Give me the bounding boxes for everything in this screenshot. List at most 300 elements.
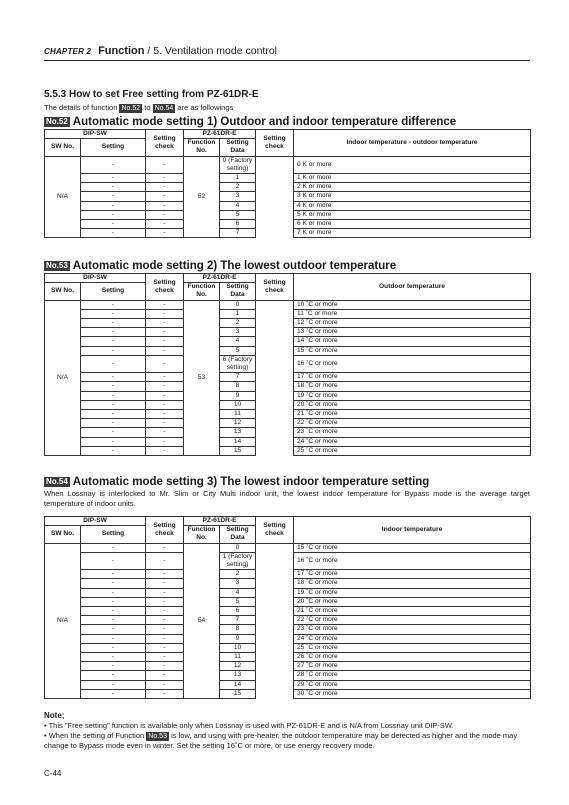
setting-data-cell: 11 xyxy=(220,410,256,419)
setting-data-cell: 4 xyxy=(220,588,256,597)
table-row xyxy=(45,355,531,372)
table-row xyxy=(45,588,531,597)
empty-check-cell xyxy=(256,210,294,219)
setting-cell: - xyxy=(81,355,146,372)
pz-header: PZ-61DR-E xyxy=(184,274,256,283)
result-cell: 12 ˚C or more xyxy=(294,319,531,328)
result-cell: 0 K or more xyxy=(294,156,531,173)
setting-cell: - xyxy=(81,579,146,588)
setting-cell: - xyxy=(81,220,146,229)
setting-data-cell: 6 (Factory setting) xyxy=(220,355,256,372)
result-cell: 20 ˚C or more xyxy=(294,597,531,606)
empty-check-cell xyxy=(256,570,294,579)
setting-data-cell: 14 xyxy=(220,437,256,446)
table-row xyxy=(45,201,531,210)
setting-check-cell: - xyxy=(146,680,184,689)
setting-data-cell: 4 xyxy=(220,337,256,346)
setting-check-cell: - xyxy=(146,229,184,238)
setting-check-cell: - xyxy=(146,662,184,671)
setting-check-cell: - xyxy=(146,653,184,662)
result-cell: 25 ˚C or more xyxy=(294,643,531,652)
empty-check-cell xyxy=(256,183,294,192)
sw-no-cell: N/A xyxy=(45,156,81,238)
result-cell: 17 ˚C or more xyxy=(294,373,531,382)
settings-table xyxy=(44,129,531,238)
setting-data-cell: 5 xyxy=(220,597,256,606)
setting-cell: - xyxy=(81,300,146,309)
empty-check-cell xyxy=(256,588,294,597)
result-cell: 30 ˚C or more xyxy=(294,689,531,698)
result-cell: 24 ˚C or more xyxy=(294,634,531,643)
result-cell: 18 ˚C or more xyxy=(294,382,531,391)
setting-cell: - xyxy=(81,680,146,689)
setting-cell: - xyxy=(81,382,146,391)
table-row xyxy=(45,229,531,238)
setting-check-header: Setting check xyxy=(256,517,294,544)
setting-cell: - xyxy=(81,210,146,219)
sw-no-cell: N/A xyxy=(45,300,81,455)
setting-check-cell: - xyxy=(146,634,184,643)
result-cell: 4 K or more xyxy=(294,201,531,210)
setting-data-cell: 6 xyxy=(220,220,256,229)
result-cell: 20 ˚C or more xyxy=(294,400,531,409)
result-cell: 10 ˚C or more xyxy=(294,300,531,309)
setting-check-header: Setting check xyxy=(256,130,294,157)
settings-table xyxy=(44,516,531,699)
setting-data-cell: 8 xyxy=(220,382,256,391)
empty-check-cell xyxy=(256,192,294,201)
setting-cell: - xyxy=(81,616,146,625)
result-cell: 2 K or more xyxy=(294,183,531,192)
result-header: Indoor temperature xyxy=(294,517,531,544)
result-cell: 29 ˚C or more xyxy=(294,680,531,689)
setting-check-cell: - xyxy=(146,156,184,173)
table-row xyxy=(45,192,531,201)
function-no-header: Function No. xyxy=(184,283,220,300)
empty-check-cell xyxy=(256,625,294,634)
setting-header: Setting xyxy=(81,526,146,543)
setting-data-header: Setting Data xyxy=(220,139,256,156)
setting-check-cell: - xyxy=(146,328,184,337)
result-cell: 14 ˚C or more xyxy=(294,337,531,346)
setting-data-cell: 3 xyxy=(220,328,256,337)
function-tag: No.52 xyxy=(121,105,141,112)
setting-data-cell: 1 (Factory setting) xyxy=(220,552,256,569)
result-cell: 19 ˚C or more xyxy=(294,391,531,400)
setting-check-cell: - xyxy=(146,671,184,680)
table-row xyxy=(45,689,531,698)
setting-cell: - xyxy=(81,328,146,337)
details-line xyxy=(44,103,233,113)
page-number: C-44 xyxy=(44,769,62,778)
table-row xyxy=(45,579,531,588)
setting-check-cell: - xyxy=(146,210,184,219)
result-cell: 16 ˚C or more xyxy=(294,355,531,372)
table-row xyxy=(45,410,531,419)
function-tag: No.53 xyxy=(148,733,167,740)
setting-cell: - xyxy=(81,653,146,662)
setting-cell: - xyxy=(81,446,146,455)
table-row xyxy=(45,183,531,192)
result-cell: 11 ˚C or more xyxy=(294,309,531,318)
setting-cell: - xyxy=(81,588,146,597)
empty-check-cell xyxy=(256,634,294,643)
setting-data-cell: 7 xyxy=(220,616,256,625)
function-tag: No.54 xyxy=(46,477,68,486)
table-row xyxy=(45,319,531,328)
table-row xyxy=(45,400,531,409)
setting-check-cell: - xyxy=(146,346,184,355)
setting-check-cell: - xyxy=(146,579,184,588)
table-row xyxy=(45,625,531,634)
setting-data-cell: 5 xyxy=(220,210,256,219)
function-tag: No.53 xyxy=(46,261,68,270)
empty-check-cell xyxy=(256,428,294,437)
setting-data-cell: 0 (Factory setting) xyxy=(220,156,256,173)
empty-check-cell xyxy=(256,437,294,446)
result-cell: 13 ˚C or more xyxy=(294,328,531,337)
setting-check-cell: - xyxy=(146,201,184,210)
setting-data-cell: 9 xyxy=(220,634,256,643)
function-tag: No.54 xyxy=(154,105,174,112)
setting-cell: - xyxy=(81,570,146,579)
setting-check-cell: - xyxy=(146,597,184,606)
table-row xyxy=(45,346,531,355)
setting-data-cell: 15 xyxy=(220,446,256,455)
table-row xyxy=(45,419,531,428)
dip-sw-header: DIP-SW xyxy=(45,130,146,139)
table-row xyxy=(45,543,531,552)
result-cell: 6 K or more xyxy=(294,220,531,229)
table-row xyxy=(45,391,531,400)
setting-check-cell: - xyxy=(146,570,184,579)
setting-check-cell: - xyxy=(146,446,184,455)
empty-check-cell xyxy=(256,319,294,328)
dip-sw-header: DIP-SW xyxy=(45,517,146,526)
result-cell: 15 ˚C or more xyxy=(294,346,531,355)
setting-cell: - xyxy=(81,229,146,238)
setting-check-header: Setting check xyxy=(146,130,184,157)
empty-check-cell xyxy=(256,391,294,400)
table-row xyxy=(45,337,531,346)
sw-no-cell: N/A xyxy=(45,543,81,698)
setting-check-cell: - xyxy=(146,588,184,597)
pz-header: PZ-61DR-E xyxy=(184,517,256,526)
table-row xyxy=(45,570,531,579)
setting-cell: - xyxy=(81,634,146,643)
note-bullet-2-post: is low, and using with pre-heater, the outdoor temperature may be detected as higher and the mode may change to Bypass mode even in winter. Set the setting 16˚C or more, or use energy recovery mode. xyxy=(44,731,518,750)
function-no-cell: 52 xyxy=(184,156,220,238)
setting-cell: - xyxy=(81,689,146,698)
note-bullet-2-pre: • When the setting of Function xyxy=(44,731,145,740)
empty-check-cell xyxy=(256,643,294,652)
table-row xyxy=(45,220,531,229)
table-row xyxy=(45,552,531,569)
table-title-54 xyxy=(44,476,429,489)
result-cell: 28 ˚C or more xyxy=(294,671,531,680)
setting-data-header: Setting Data xyxy=(220,283,256,300)
note-bullet-2 xyxy=(44,731,530,751)
empty-check-cell xyxy=(256,346,294,355)
setting-data-cell: 14 xyxy=(220,680,256,689)
function-no-cell: 53 xyxy=(184,300,220,455)
result-cell: 23 ˚C or more xyxy=(294,428,531,437)
setting-check-cell: - xyxy=(146,391,184,400)
result-cell: 26 ˚C or more xyxy=(294,653,531,662)
section-title: 5.5.3 How to set Free setting from PZ-61DR-E xyxy=(44,89,259,100)
result-cell: 25 ˚C or more xyxy=(294,446,531,455)
setting-header: Setting xyxy=(81,283,146,300)
chapter-label: CHAPTER 2 xyxy=(44,47,92,56)
setting-cell: - xyxy=(81,671,146,680)
setting-data-cell: 7 xyxy=(220,373,256,382)
empty-check-cell xyxy=(256,373,294,382)
setting-header: Setting xyxy=(81,139,146,156)
setting-data-cell: 3 xyxy=(220,192,256,201)
table-54-description: When Lossnay is interlocked to Mr. Slim or City Multi indoor unit, the lowest indoor temperature for Bypass mode is the average target temperature of indoor units. xyxy=(44,489,530,508)
sw-no-header: SW No. xyxy=(45,139,81,156)
result-header: Indoor temperature - outdoor temperature xyxy=(294,130,531,157)
setting-data-cell: 5 xyxy=(220,346,256,355)
setting-cell: - xyxy=(81,183,146,192)
result-cell: 1 K or more xyxy=(294,174,531,183)
result-cell: 27 ˚C or more xyxy=(294,662,531,671)
setting-check-header: Setting check xyxy=(146,274,184,301)
setting-data-cell: 1 xyxy=(220,309,256,318)
function-no-cell: 54 xyxy=(184,543,220,698)
empty-check-cell xyxy=(256,653,294,662)
setting-check-cell: - xyxy=(146,616,184,625)
empty-check-cell xyxy=(256,220,294,229)
setting-cell: - xyxy=(81,419,146,428)
setting-cell: - xyxy=(81,391,146,400)
setting-check-cell: - xyxy=(146,382,184,391)
setting-data-cell: 0 xyxy=(220,300,256,309)
table-row xyxy=(45,662,531,671)
details-prefix: The details of function xyxy=(44,103,118,112)
table-row xyxy=(45,671,531,680)
setting-data-cell: 9 xyxy=(220,391,256,400)
setting-cell: - xyxy=(81,607,146,616)
empty-check-cell xyxy=(256,671,294,680)
setting-check-cell: - xyxy=(146,543,184,552)
setting-cell: - xyxy=(81,346,146,355)
setting-data-cell: 2 xyxy=(220,319,256,328)
empty-check-cell xyxy=(256,607,294,616)
result-cell: 19 ˚C or more xyxy=(294,588,531,597)
setting-cell: - xyxy=(81,597,146,606)
setting-cell: - xyxy=(81,543,146,552)
setting-check-cell: - xyxy=(146,643,184,652)
table-title-52 xyxy=(44,116,456,129)
empty-check-cell xyxy=(256,616,294,625)
setting-check-cell: - xyxy=(146,428,184,437)
setting-check-cell: - xyxy=(146,337,184,346)
setting-check-cell: - xyxy=(146,625,184,634)
setting-data-cell: 15 xyxy=(220,689,256,698)
setting-cell: - xyxy=(81,552,146,569)
chapter-subtitle: / 5. Ventilation mode control xyxy=(147,45,278,57)
setting-data-cell: 6 xyxy=(220,607,256,616)
setting-cell: - xyxy=(81,428,146,437)
table-row xyxy=(45,300,531,309)
setting-data-cell: 2 xyxy=(220,570,256,579)
setting-data-cell: 13 xyxy=(220,671,256,680)
setting-check-header: Setting check xyxy=(146,517,184,544)
setting-check-cell: - xyxy=(146,607,184,616)
result-header: Outdoor temperature xyxy=(294,274,531,301)
table-row xyxy=(45,309,531,318)
setting-cell: - xyxy=(81,337,146,346)
table-row xyxy=(45,446,531,455)
setting-data-cell: 10 xyxy=(220,400,256,409)
setting-cell: - xyxy=(81,174,146,183)
table-row xyxy=(45,616,531,625)
table-row xyxy=(45,428,531,437)
setting-check-cell: - xyxy=(146,419,184,428)
setting-check-cell: - xyxy=(146,309,184,318)
empty-check-cell xyxy=(256,229,294,238)
function-no-header: Function No. xyxy=(184,526,220,543)
setting-cell: - xyxy=(81,192,146,201)
setting-cell: - xyxy=(81,643,146,652)
table-row xyxy=(45,643,531,652)
setting-check-cell: - xyxy=(146,183,184,192)
settings-table xyxy=(44,273,531,456)
header-divider xyxy=(44,60,530,61)
result-cell: 21 ˚C or more xyxy=(294,607,531,616)
setting-check-cell: - xyxy=(146,410,184,419)
table-row xyxy=(45,653,531,662)
empty-check-cell xyxy=(256,201,294,210)
function-label: Function xyxy=(98,45,145,57)
table-row xyxy=(45,373,531,382)
note-bullet-1: • This "Free setting" function is available only when Lossnay is used with PZ-61DR-E and is N/A from Lossnay unit DIP-SW. xyxy=(44,721,454,730)
sw-no-header: SW No. xyxy=(45,283,81,300)
empty-check-cell xyxy=(256,680,294,689)
setting-check-header: Setting check xyxy=(256,274,294,301)
details-suffix: are as followings xyxy=(177,103,234,112)
setting-data-cell: 3 xyxy=(220,579,256,588)
table-row xyxy=(45,174,531,183)
result-cell: 22 ˚C or more xyxy=(294,419,531,428)
setting-check-cell: - xyxy=(146,373,184,382)
setting-cell: - xyxy=(81,662,146,671)
setting-data-cell: 7 xyxy=(220,229,256,238)
table-row xyxy=(45,680,531,689)
table-row xyxy=(45,156,531,173)
table-row xyxy=(45,634,531,643)
empty-check-cell xyxy=(256,552,294,569)
empty-check-cell xyxy=(256,309,294,318)
note-title: Note; xyxy=(44,711,65,720)
empty-check-cell xyxy=(256,597,294,606)
result-cell: 21 ˚C or more xyxy=(294,410,531,419)
empty-check-cell xyxy=(256,410,294,419)
result-cell: 15 ˚C or more xyxy=(294,543,531,552)
table-row xyxy=(45,382,531,391)
setting-cell: - xyxy=(81,410,146,419)
setting-cell: - xyxy=(81,625,146,634)
setting-data-cell: 11 xyxy=(220,653,256,662)
setting-check-cell: - xyxy=(146,192,184,201)
setting-data-cell: 1 xyxy=(220,174,256,183)
empty-check-cell xyxy=(256,300,294,309)
setting-cell: - xyxy=(81,156,146,173)
result-cell: 22 ˚C or more xyxy=(294,616,531,625)
setting-check-cell: - xyxy=(146,689,184,698)
dip-sw-header: DIP-SW xyxy=(45,274,146,283)
setting-check-cell: - xyxy=(146,174,184,183)
empty-check-cell xyxy=(256,156,294,173)
empty-check-cell xyxy=(256,579,294,588)
notes xyxy=(44,711,530,751)
result-cell: 5 K or more xyxy=(294,210,531,219)
result-cell: 18 ˚C or more xyxy=(294,579,531,588)
table-title-text: Automatic mode setting 1) Outdoor and indoor temperature difference xyxy=(72,116,457,128)
setting-cell: - xyxy=(81,437,146,446)
table-row xyxy=(45,597,531,606)
setting-data-cell: 10 xyxy=(220,643,256,652)
setting-cell: - xyxy=(81,201,146,210)
result-cell: 24 ˚C or more xyxy=(294,437,531,446)
setting-cell: - xyxy=(81,373,146,382)
setting-check-cell: - xyxy=(146,552,184,569)
empty-check-cell xyxy=(256,174,294,183)
chapter-header xyxy=(44,45,530,57)
details-mid: to xyxy=(144,103,151,112)
table-title-text: Automatic mode setting 2) The lowest outdoor temperature xyxy=(72,260,397,272)
setting-check-cell: - xyxy=(146,300,184,309)
table-title-text: Automatic mode setting 3) The lowest indoor temperature setting xyxy=(72,476,430,488)
setting-cell: - xyxy=(81,319,146,328)
empty-check-cell xyxy=(256,689,294,698)
setting-check-cell: - xyxy=(146,355,184,372)
empty-check-cell xyxy=(256,662,294,671)
setting-data-cell: 4 xyxy=(220,201,256,210)
setting-check-cell: - xyxy=(146,400,184,409)
empty-check-cell xyxy=(256,382,294,391)
table-row xyxy=(45,328,531,337)
empty-check-cell xyxy=(256,337,294,346)
sw-no-header: SW No. xyxy=(45,526,81,543)
pz-header: PZ-61DR-E xyxy=(184,130,256,139)
function-tag: No.52 xyxy=(46,117,68,126)
setting-cell: - xyxy=(81,400,146,409)
result-cell: 16 ˚C or more xyxy=(294,552,531,569)
setting-data-header: Setting Data xyxy=(220,526,256,543)
table-row xyxy=(45,210,531,219)
setting-data-cell: 2 xyxy=(220,183,256,192)
result-cell: 3 K or more xyxy=(294,192,531,201)
empty-check-cell xyxy=(256,400,294,409)
empty-check-cell xyxy=(256,419,294,428)
result-cell: 7 K or more xyxy=(294,229,531,238)
setting-check-cell: - xyxy=(146,319,184,328)
table-row xyxy=(45,437,531,446)
setting-data-cell: 12 xyxy=(220,419,256,428)
setting-check-cell: - xyxy=(146,437,184,446)
setting-data-cell: 8 xyxy=(220,625,256,634)
table-title-53 xyxy=(44,260,396,273)
result-cell: 23 ˚C or more xyxy=(294,625,531,634)
empty-check-cell xyxy=(256,328,294,337)
empty-check-cell xyxy=(256,446,294,455)
setting-data-cell: 12 xyxy=(220,662,256,671)
result-cell: 17 ˚C or more xyxy=(294,570,531,579)
setting-data-cell: 0 xyxy=(220,543,256,552)
empty-check-cell xyxy=(256,355,294,372)
